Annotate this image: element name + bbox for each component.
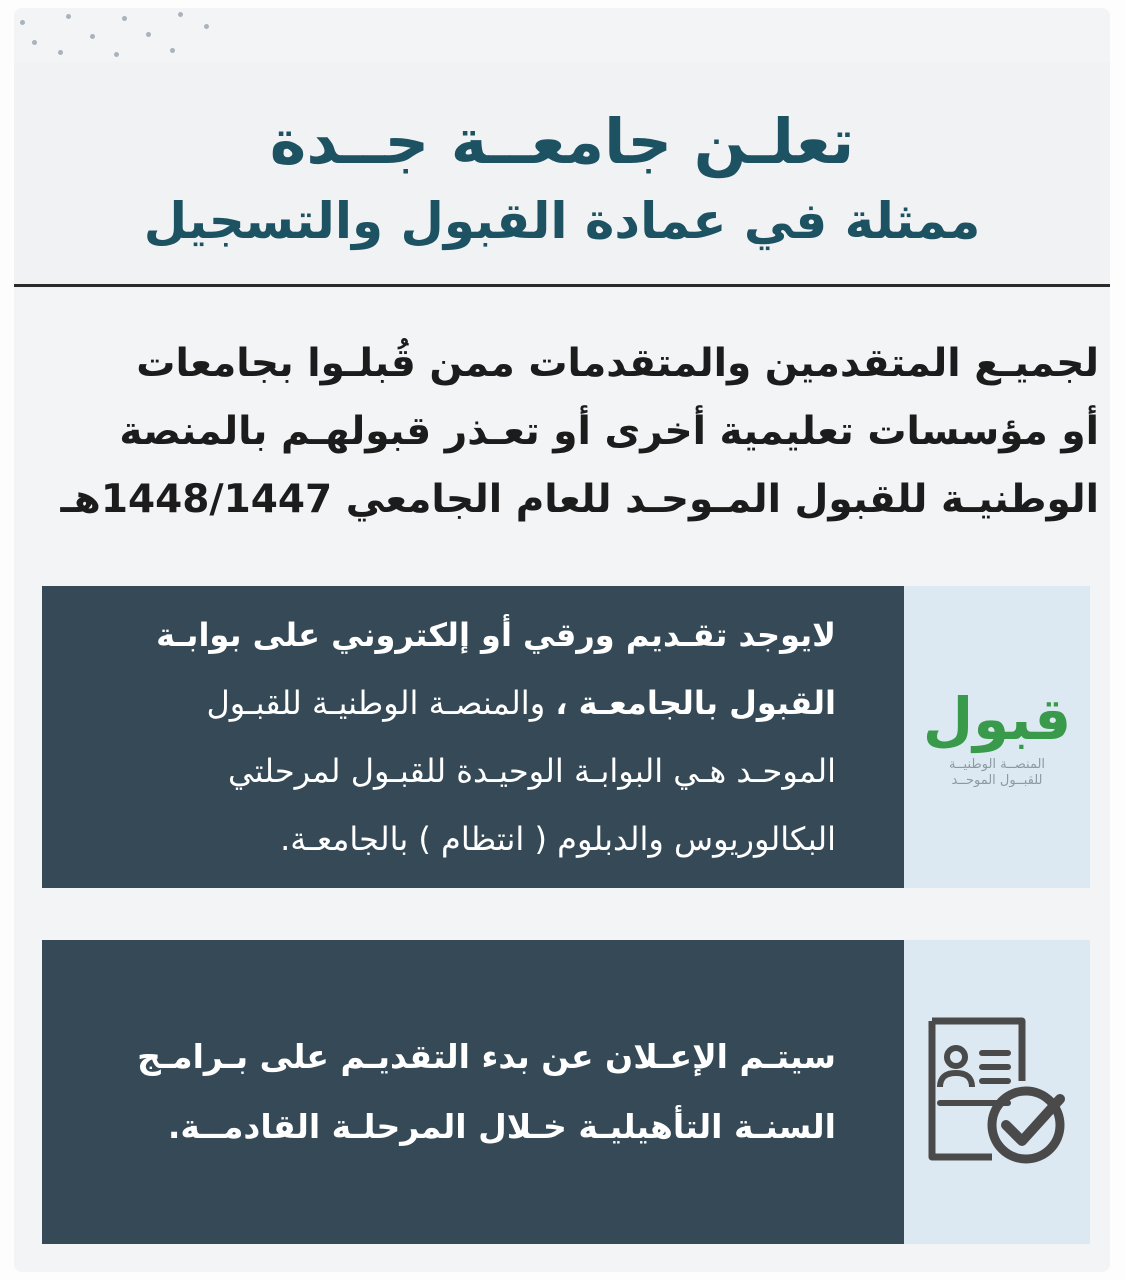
card-text-line: البكالوريوس والدبلوم ( انتظام ) بالجامعـة. — [280, 820, 836, 858]
page-subtitle: ممثلة في عمادة القبول والتسجيل — [143, 192, 981, 250]
info-card-portal — [42, 586, 1090, 888]
info-card-foundation-year — [42, 940, 1090, 1244]
card-text-line: لايوجد تقـديم ورقي أو إلكتروني على بوابـة — [156, 616, 836, 654]
intro-line: لجميـع المتقدمين والمتقدمات ممن قُبلـوا بجامعات — [136, 341, 1099, 386]
card-text-line: السنـة التأهيليـة خـلال المرحلـة القادمــة. — [167, 1107, 836, 1146]
logo-caption-line: المنصــة الوطنيــة — [948, 757, 1046, 772]
logo-caption-line: للقبــول الموحــد — [951, 773, 1043, 788]
card-text-panel — [42, 940, 904, 1244]
card-text-panel — [42, 586, 904, 888]
card-text-line: الموحـد هـي البوابـة الوحيـدة للقبـول لمرحلتي — [227, 752, 836, 790]
card-icon-panel — [904, 940, 1090, 1244]
card-text-regular: والمنصـة الوطنيـة للقبـول — [206, 684, 556, 722]
decorative-dots — [18, 10, 218, 60]
application-form-check-icon — [912, 1007, 1082, 1177]
card-text-bold: القبول بالجامعـة ، — [555, 684, 836, 722]
qabool-logo-icon — [923, 685, 1071, 789]
page-title: تعلـن جامعــة جــدة — [269, 105, 855, 178]
card-text-line: سيتـم الإعـلان عن بدء التقديـم على بـرامـج — [137, 1037, 836, 1076]
header-divider — [14, 284, 1110, 287]
intro-line: أو مؤسسات تعليمية أخرى أو تعـذر قبولهـم بالمنصة — [119, 409, 1099, 454]
card-icon-panel — [904, 586, 1090, 888]
logo-word: قبول — [922, 685, 1072, 753]
card-text-line — [82, 669, 836, 737]
intro-paragraph — [19, 330, 1099, 534]
intro-line: الوطنيـة للقبول المـوحـد للعام الجامعي 1448/1447هـ — [60, 477, 1099, 522]
